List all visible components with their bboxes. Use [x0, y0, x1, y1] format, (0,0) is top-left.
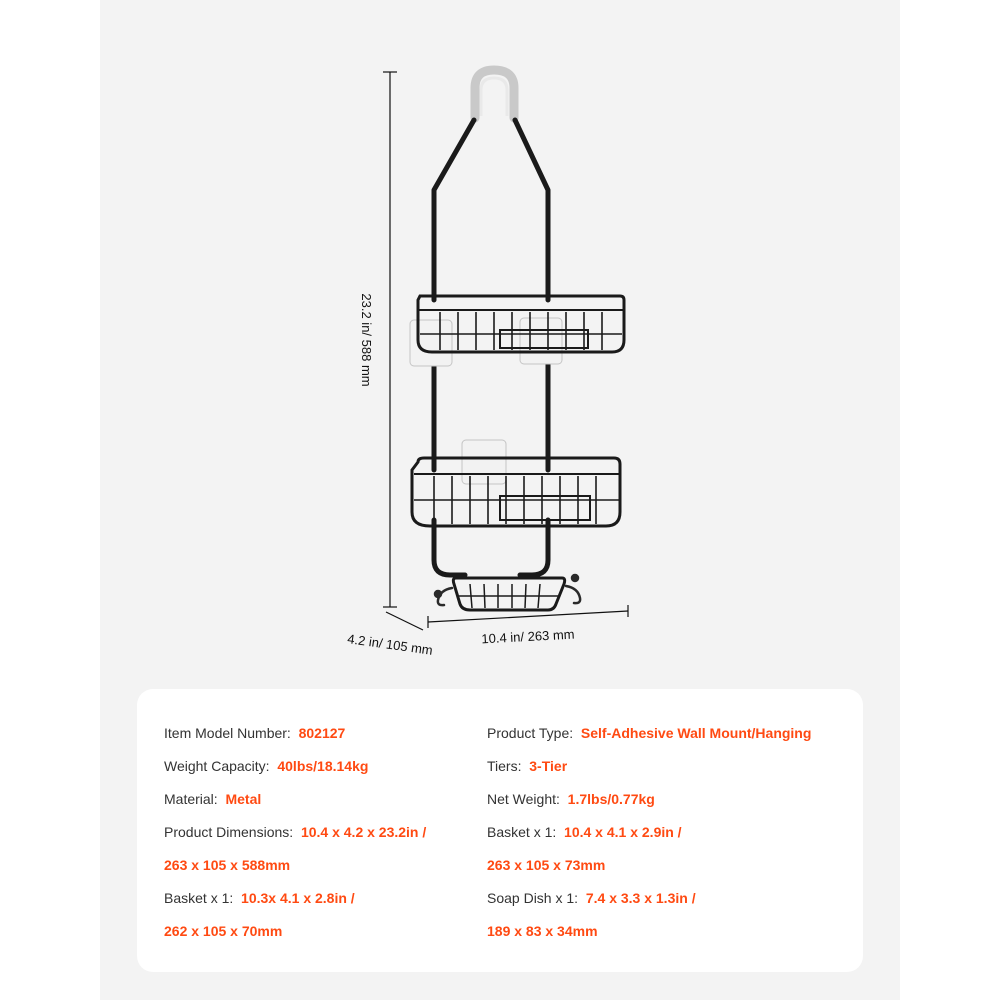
- spec-product-type: Product Type: Self-Adhesive Wall Mount/Hanging: [487, 725, 812, 741]
- soap-dish: [453, 578, 564, 610]
- depth-dimension-label: 4.2 in/ 105 mm: [346, 631, 434, 658]
- spec-net-weight: Net Weight: 1.7lbs/0.77kg: [487, 791, 655, 807]
- spec-tiers: Tiers: 3-Tier: [487, 758, 568, 774]
- width-dimension-label: 10.4 in/ 263 mm: [481, 626, 575, 647]
- spec-material: Material: Metal: [164, 791, 262, 807]
- spec-item-model-number: Item Model Number: 802127: [164, 725, 346, 741]
- spec-soap-dish-metric: 189 x 83 x 34mm: [487, 923, 598, 939]
- spec-product-dimensions-metric: 263 x 105 x 588mm: [164, 857, 291, 873]
- spec-product-dimensions: Product Dimensions: 10.4 x 4.2 x 23.2in /: [164, 824, 427, 840]
- middle-basket: [412, 458, 620, 526]
- spec-soap-dish: Soap Dish x 1: 7.4 x 3.3 x 1.3in /: [487, 890, 696, 906]
- spec-basket-1: Basket x 1: 10.3x 4.1 x 2.8in /: [164, 890, 355, 906]
- spec-basket-2-metric: 263 x 105 x 73mm: [487, 857, 606, 873]
- spec-basket-2: Basket x 1: 10.4 x 4.1 x 2.9in /: [487, 824, 682, 840]
- specifications-card: [137, 689, 863, 972]
- height-dimension-label: 23.2 in/ 588 mm: [359, 293, 374, 387]
- spec-weight-capacity: Weight Capacity: 40lbs/18.14kg: [164, 758, 369, 774]
- spec-basket-1-metric: 262 x 105 x 70mm: [164, 923, 283, 939]
